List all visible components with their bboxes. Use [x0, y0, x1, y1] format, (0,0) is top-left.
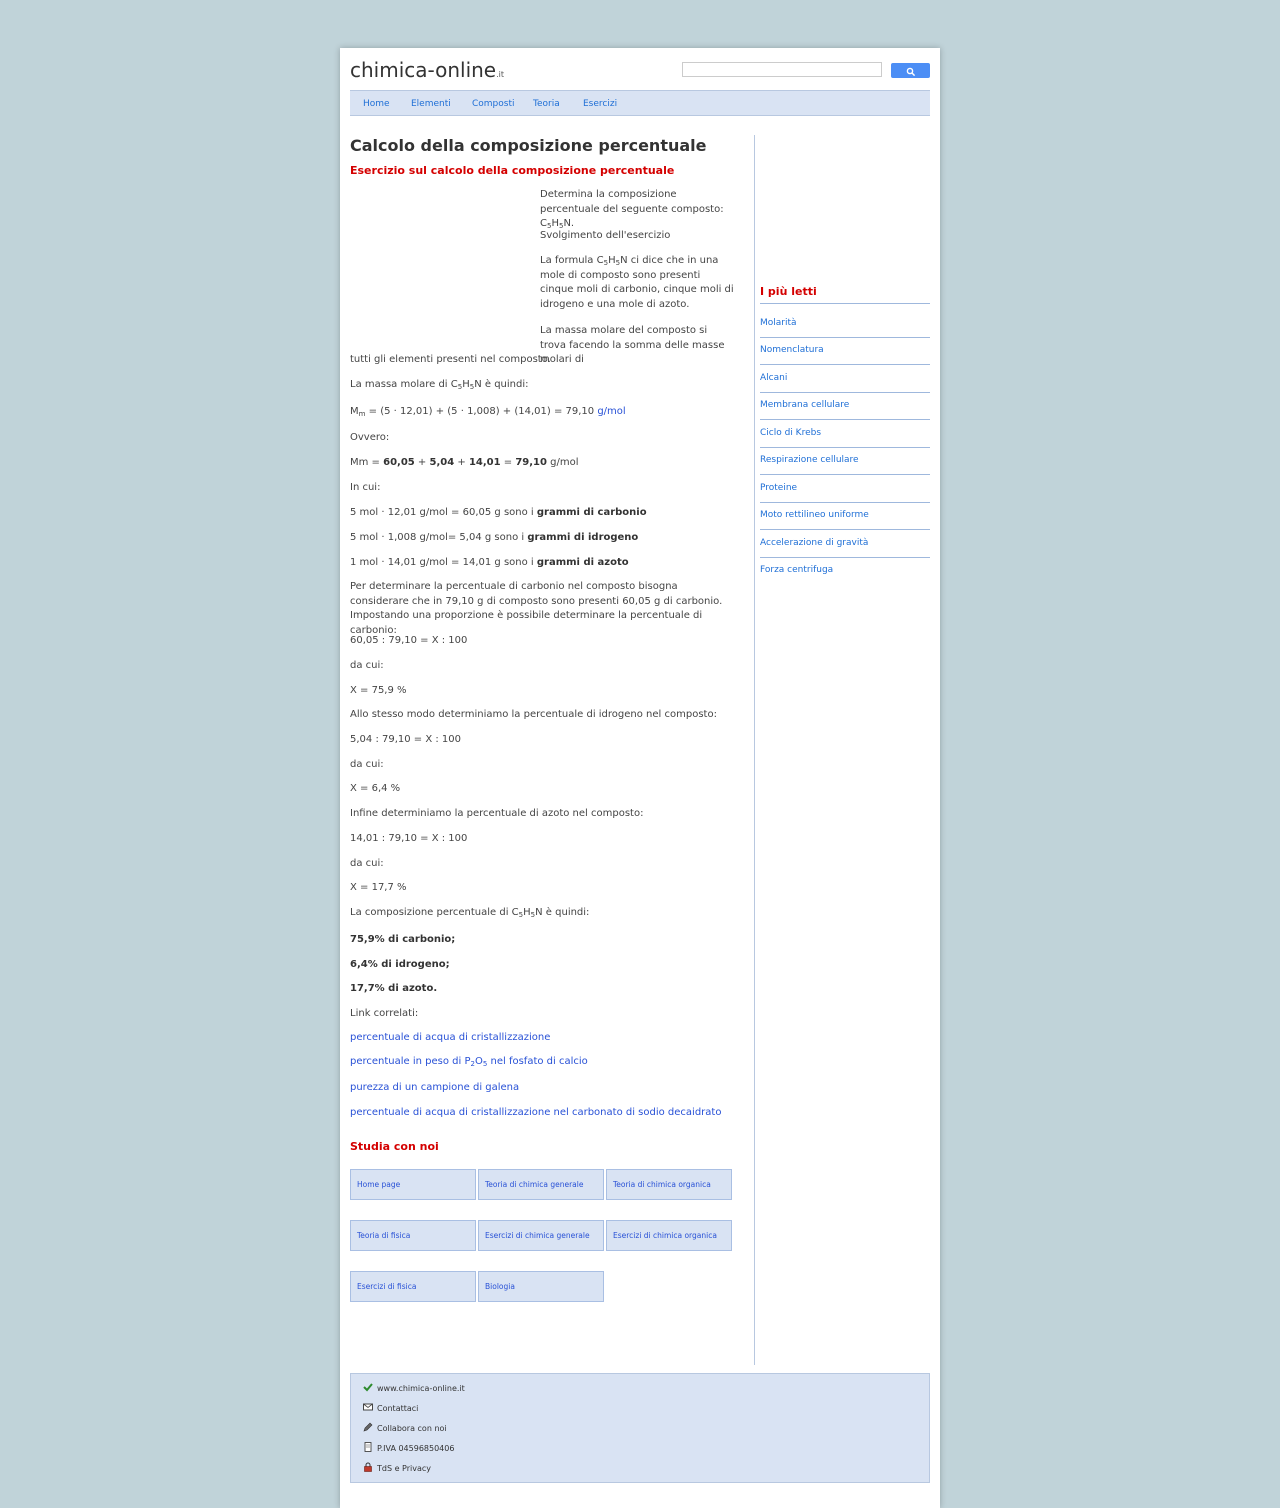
popular-item-respirazione[interactable]: Respirazione cellulare [760, 455, 859, 465]
final-carbon: 75,9% di carbonio; [350, 934, 456, 945]
footer-tds[interactable]: TdS e Privacy [363, 1462, 431, 1474]
final-nitrogen: 17,7% di azoto. [350, 983, 438, 994]
nitrogen-mass: 1 mol · 14,01 g/mol = 14,01 g sono i grammi di azoto [350, 557, 629, 568]
studia-button-esercizi-fisica[interactable]: Esercizi di fisica [350, 1271, 476, 1302]
studia-button-esercizi-chimica-generale[interactable]: Esercizi di chimica generale [478, 1220, 604, 1251]
da-cui-label: da cui: [350, 660, 384, 671]
result-nitrogen: X = 17,7 % [350, 882, 407, 893]
nitrogen-intro: Infine determiniamo la percentuale di azoto nel composto: [350, 808, 644, 819]
molar-mass-intro-2: tutti gli elementi presenti nel composto. [350, 354, 551, 365]
popular-item-membrana[interactable]: Membrana cellulare [760, 400, 850, 410]
da-cui-label: da cui: [350, 858, 384, 869]
ovvero-label: Ovvero: [350, 432, 390, 443]
carbon-mass: 5 mol · 12,01 g/mol = 60,05 g sono i grammi di carbonio [350, 507, 647, 518]
hydrogen-mass: 5 mol · 1,008 g/mol= 5,04 g sono i grammi di idrogeno [350, 532, 639, 543]
popular-separator [760, 364, 930, 365]
proportion-hydrogen: 5,04 : 79,10 = X : 100 [350, 734, 462, 745]
nav-teoria[interactable]: Teoria [533, 99, 560, 109]
studia-button-teoria-chimica-generale[interactable]: Teoria di chimica generale [478, 1169, 604, 1200]
nav-home[interactable]: Home [363, 99, 390, 109]
main-nav [350, 90, 930, 116]
article-subtitle: Esercizio sul calcolo della composizione percentuale [350, 164, 675, 177]
search-button[interactable] [891, 63, 930, 78]
svolgimento-label: Svolgimento dell'esercizio [540, 230, 671, 241]
popular-separator [760, 303, 930, 304]
molar-mass-intro-1: La massa molare del composto si trova facendo la somma delle masse molari di [540, 325, 725, 365]
popular-item-forza[interactable]: Forza centrifuga [760, 565, 834, 575]
footer-collabora[interactable]: Collabora con noi [363, 1422, 447, 1434]
result-hydrogen: X = 6,4 % [350, 783, 401, 794]
result-carbon: X = 75,9 % [350, 685, 407, 696]
document-icon [363, 1442, 373, 1452]
popular-title: I più letti [760, 285, 817, 298]
mm-sum: Mm = 60,05 + 5,04 + 14,01 = 79,10 g/mol [350, 457, 579, 468]
in-cui-label: In cui: [350, 482, 381, 493]
popular-separator [760, 419, 930, 420]
sidebar-divider [754, 135, 755, 1365]
footer-site[interactable]: www.chimica-online.it [363, 1382, 465, 1394]
popular-item-moto[interactable]: Moto rettilineo uniforme [760, 510, 869, 520]
popular-separator [760, 502, 930, 503]
popular-separator [760, 447, 930, 448]
related-label: Link correlati: [350, 1008, 419, 1019]
logo-tld: .it [496, 70, 505, 79]
proportion-nitrogen: 14,01 : 79,10 = X : 100 [350, 833, 468, 844]
lock-icon [363, 1462, 373, 1472]
studia-button-teoria-chimica-organica[interactable]: Teoria di chimica organica [606, 1169, 732, 1200]
molar-mass-line: La massa molare di $C_5H_5N$ è quindi: [350, 379, 529, 391]
composition-intro: La composizione percentuale di $C_5H_5N$ è quindi: [350, 907, 590, 919]
popular-separator [760, 337, 930, 338]
search-input[interactable] [682, 62, 882, 77]
da-cui-label: da cui: [350, 759, 384, 770]
question-text: Determina la composizione percentuale del seguente composto: $C_5H_5N$. [540, 189, 724, 230]
carbon-explanation: Per determinare la percentuale di carbonio nel composto bisogna considerare che in 79,10 g di composto sono presenti 60,05 g di carbonio. Impostando una proporzione è possibile determinare la percentuale di carbonio: [350, 581, 723, 636]
pencil-icon [363, 1422, 373, 1432]
popular-item-krebs[interactable]: Ciclo di Krebs [760, 428, 822, 438]
popular-item-alcani[interactable]: Alcani [760, 373, 788, 383]
site-footer [350, 1373, 930, 1483]
site-logo[interactable] [350, 58, 504, 82]
hydrogen-intro: Allo stesso modo determiniamo la percentuale di idrogeno nel composto: [350, 709, 717, 720]
related-link[interactable]: percentuale di acqua di cristallizzazione [350, 1032, 551, 1043]
related-link[interactable]: percentuale di acqua di cristallizzazione nel carbonato di sodio decaidrato [350, 1107, 722, 1118]
gmol-link[interactable]: g/mol [597, 406, 626, 417]
related-link[interactable]: percentuale in peso di $P_2O_5$ nel fosfato di calcio [350, 1056, 588, 1068]
checkmark-icon [363, 1382, 373, 1392]
studia-button-home[interactable]: Home page [350, 1169, 476, 1200]
popular-separator [760, 557, 930, 558]
popular-item-molarita[interactable]: Molarità [760, 318, 797, 328]
nav-elementi[interactable]: Elementi [411, 99, 451, 109]
molar-mass-formula: $M_m = (5 \cdot 12,01) + (5 \cdot 1,008) + (14,01) = 79,10$ g/mol [350, 406, 626, 418]
studia-button-teoria-fisica[interactable]: Teoria di fisica [350, 1220, 476, 1251]
logo-text: chimica-online [350, 58, 497, 82]
final-hydrogen: 6,4% di idrogeno; [350, 959, 450, 970]
popular-item-accelerazione[interactable]: Accelerazione di gravità [760, 538, 869, 548]
studia-button-biologia[interactable]: Biologia [478, 1271, 604, 1302]
proportion-carbon: 60,05 : 79,10 = X : 100 [350, 635, 468, 646]
related-link[interactable]: purezza di un campione di galena [350, 1082, 520, 1093]
studia-button-esercizi-chimica-organica[interactable]: Esercizi di chimica organica [606, 1220, 732, 1251]
formula-explanation: La formula $C_5H_5N$ ci dice che in una mole di composto sono presenti cinque moli di carbonio, cinque moli di idrogeno e una mole di azoto. [540, 255, 734, 310]
popular-item-nomenclatura[interactable]: Nomenclatura [760, 345, 824, 355]
mail-icon [363, 1402, 373, 1412]
page-container [340, 48, 940, 1508]
page-title: Calcolo della composizione percentuale [350, 136, 707, 155]
popular-separator [760, 474, 930, 475]
footer-piva: P.IVA 04596850406 [363, 1442, 454, 1454]
nav-esercizi[interactable]: Esercizi [583, 99, 618, 109]
nav-composti[interactable]: Composti [472, 99, 515, 109]
studia-title: Studia con noi [350, 1140, 439, 1153]
popular-separator [760, 392, 930, 393]
search-icon [906, 67, 916, 77]
footer-contact[interactable]: Contattaci [363, 1402, 418, 1414]
popular-item-proteine[interactable]: Proteine [760, 483, 798, 493]
popular-separator [760, 529, 930, 530]
